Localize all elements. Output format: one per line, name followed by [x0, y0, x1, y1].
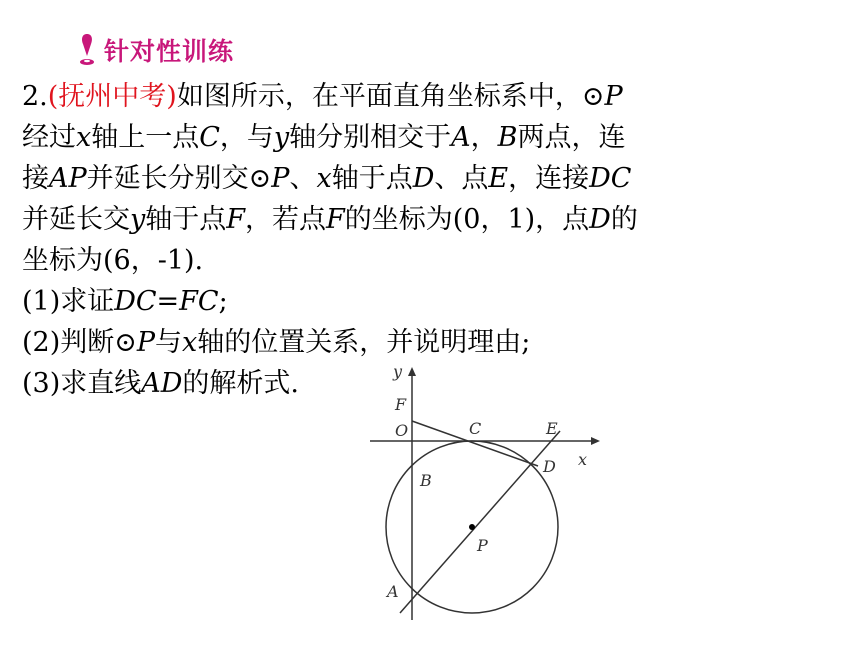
math-var: x: [76, 122, 92, 153]
math-var: AP: [49, 163, 87, 194]
text-run: ;: [218, 286, 228, 317]
label-p: P: [477, 536, 488, 555]
problem-line-1: [22, 76, 782, 117]
math-var: y: [273, 122, 290, 153]
math-var: C: [199, 122, 220, 153]
circle-symbol: ⊙: [114, 327, 137, 358]
math-var: DC: [589, 163, 632, 194]
math-var: A: [451, 122, 471, 153]
problem-line-4: [22, 199, 782, 240]
label-c: C: [469, 419, 482, 438]
label-y: y: [393, 362, 403, 381]
text-run: 轴上一点: [91, 122, 200, 153]
line-ae: [400, 431, 560, 613]
math-var: y: [130, 204, 146, 235]
math-var: P: [136, 327, 156, 358]
text-run: (3)求直线: [22, 368, 142, 399]
math-var: D: [589, 204, 611, 235]
label-f: F: [395, 395, 407, 414]
text-run: (1)求证: [22, 286, 115, 317]
center-point-p: [469, 524, 475, 530]
location-pin-icon: [78, 32, 96, 68]
x-axis-arrow: [591, 437, 600, 445]
problem-line-2: [22, 117, 782, 158]
text-run: ，: [470, 122, 498, 153]
problem-line-5: [22, 240, 782, 281]
section-header: [78, 30, 234, 70]
text-run: ，连接: [508, 163, 590, 194]
text-run: 、点: [434, 163, 489, 194]
circle-symbol: ⊙: [248, 163, 272, 194]
text-run: 并延长交: [22, 204, 130, 235]
text-run: 经过: [22, 122, 76, 153]
text-run: 坐标为(6，-1).: [22, 245, 204, 276]
math-var: F: [226, 204, 245, 235]
text-run: 轴的位置关系，并说明理由;: [197, 327, 531, 358]
problem-line-3: [22, 158, 782, 199]
math-var: B: [497, 122, 518, 153]
text-run: 如图所示，在平面直角坐标系中，: [176, 81, 582, 112]
label-b: B: [420, 471, 432, 490]
text-run: 的解析式.: [182, 368, 299, 399]
text-run: 并延长分别交: [86, 163, 249, 194]
label-e: E: [546, 419, 558, 438]
text-run: 与: [155, 327, 183, 358]
math-var: E: [488, 163, 509, 194]
circle-symbol: ⊙: [581, 81, 605, 112]
math-expression: DC=FC: [114, 286, 219, 317]
label-d: D: [543, 457, 556, 476]
text-run: (2)判断: [22, 327, 115, 358]
math-var: x: [316, 163, 332, 194]
math-var: D: [412, 163, 435, 194]
text-run: 轴分别相交于: [289, 122, 452, 153]
math-var: P: [604, 81, 623, 112]
text-run: ，若点: [245, 204, 326, 235]
label-a: A: [387, 582, 399, 601]
question-1: [22, 281, 782, 322]
label-o: O: [395, 421, 409, 440]
text-run: ，与: [219, 122, 274, 153]
problem-number: 2.: [22, 81, 48, 112]
math-var: F: [326, 204, 345, 235]
text-run: 两点，连: [517, 122, 626, 153]
text-run: 、: [289, 163, 317, 194]
math-var: AD: [141, 368, 183, 399]
y-axis-arrow: [408, 367, 416, 376]
problem-source: (抚州中考): [47, 81, 177, 112]
math-var: P: [271, 163, 290, 194]
text-run: 的: [610, 204, 638, 235]
text-run: 接: [22, 163, 49, 194]
label-x: x: [578, 450, 588, 469]
text-run: 轴于点: [145, 204, 227, 235]
text-run: 轴于点: [331, 163, 413, 194]
section-title: 针对性训练: [104, 37, 235, 66]
math-var: x: [182, 327, 198, 358]
text-run: 的坐标为(0，1)，点: [344, 204, 590, 235]
geometry-figure: [360, 355, 610, 625]
